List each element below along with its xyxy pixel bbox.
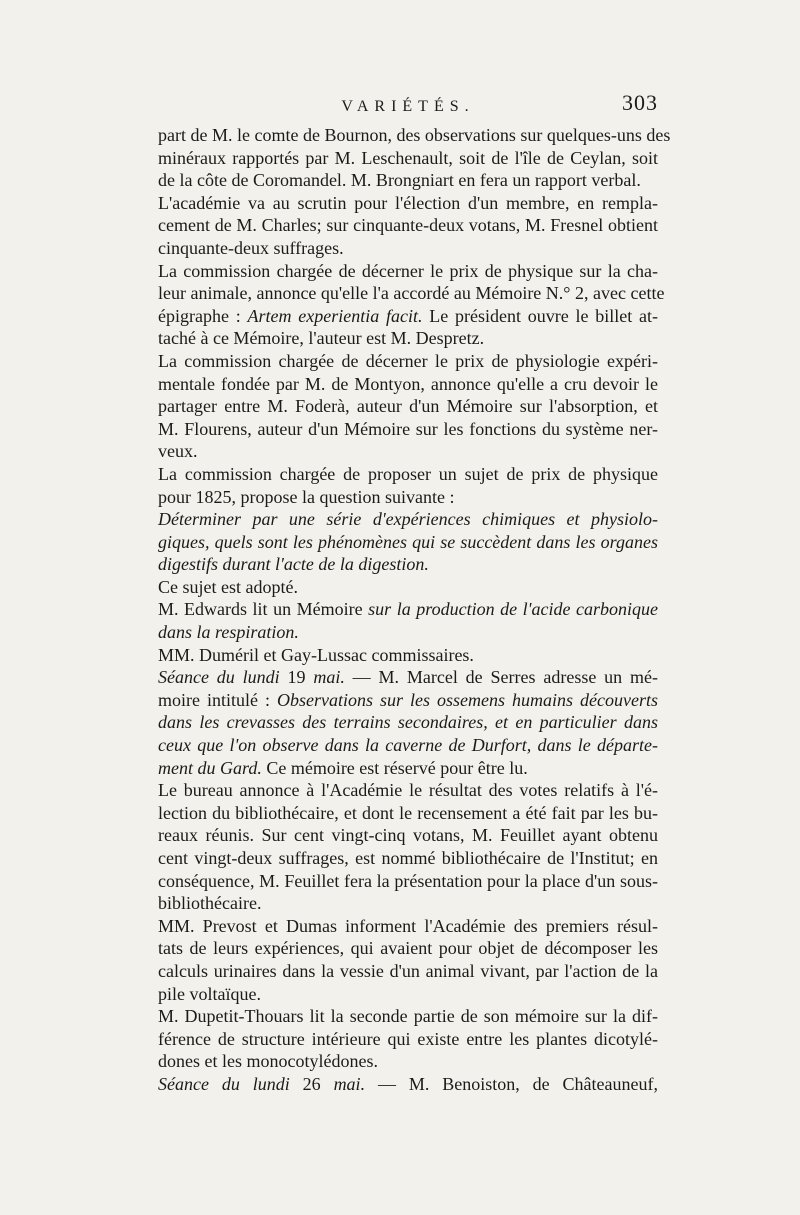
- text-line: Le bureau annonce à l'Académie le résultat des votes relatifs à l'é-: [158, 780, 658, 801]
- italic-text: sur la production de l'acide carbonique: [368, 599, 658, 620]
- text-run: — M. Benoiston, de Châteauneuf,: [365, 1073, 658, 1094]
- text-line: part de M. le comte de Bournon, des observations sur quelques-uns des: [158, 125, 671, 145]
- text-line: [158, 598, 658, 621]
- text-run: M. Edwards lit un Mémoire: [158, 599, 369, 620]
- text-line: M. Dupetit-Thouars lit la seconde partie de son mémoire sur la dif-: [158, 1006, 658, 1027]
- text-line: cinquante-deux suffrages.: [158, 237, 344, 258]
- italic-text: Séance du lundi: [158, 1073, 290, 1094]
- italic-text: Observations sur les ossemens humains découverts: [277, 689, 658, 710]
- text-line: de la côte de Coromandel. M. Brongniart en fera un rapport verbal.: [158, 170, 641, 191]
- text-line: taché à ce Mémoire, l'auteur est M. Despretz.: [158, 328, 485, 349]
- text-line: [158, 508, 658, 531]
- text-line: dones et les monocotylédones.: [158, 1051, 378, 1072]
- text-line: partager entre M. Foderà, auteur d'un Mémoire sur l'absorption, et: [158, 396, 658, 417]
- text-run: 26: [289, 1073, 334, 1094]
- text-line: [158, 711, 658, 734]
- text-line: cent vingt-deux suffrages, est nommé bibliothécaire de l'Institut; en: [158, 848, 658, 868]
- text-run: Ce mémoire est réservé pour être lu.: [261, 757, 528, 778]
- text-run: — M. Marcel de Serres adresse un mé-: [344, 667, 658, 688]
- body-text: [158, 124, 671, 1096]
- text-line: [158, 621, 658, 644]
- text-line: La commission chargée de décerner le prix de physiologie expéri-: [158, 350, 658, 371]
- italic-text: Déterminer par une série d'expériences chimiques et physiolo-: [158, 509, 658, 530]
- text-line: [158, 666, 658, 689]
- italic-text: giques, quels sont les phénomènes qui se succèdent dans les organes: [158, 531, 658, 552]
- text-line: tats de leurs expériences, qui avaient pour objet de décomposer les: [158, 938, 658, 959]
- text-line: bibliothécaire.: [158, 893, 262, 914]
- text-line: férence de structure intérieure qui existe entre les plantes dicotylé-: [158, 1028, 658, 1049]
- text-line: minéraux rapportés par M. Leschenault, soit de l'île de Ceylan, soit: [158, 147, 658, 168]
- text-line: [158, 734, 658, 757]
- text-line: MM. Duméril et Gay-Lussac commissaires.: [158, 644, 474, 665]
- italic-text: dans les crevasses des terrains secondaires, et en particulier dans: [158, 712, 658, 733]
- text-line: La commission chargée de décerner le prix de physique sur la cha-: [158, 260, 658, 281]
- text-line: mentale fondée par M. de Montyon, annonce qu'elle a cru devoir le: [158, 373, 658, 394]
- italic-text: dans la respiration.: [158, 622, 299, 643]
- text-line: reaux réunis. Sur cent vingt-cinq votans, M. Feuillet ayant obtenu: [158, 825, 658, 846]
- page-number: 303: [622, 90, 658, 115]
- page-header: [158, 92, 658, 122]
- text-line: pour 1825, propose la question suivante :: [158, 486, 455, 507]
- text-line: [158, 553, 658, 576]
- text-line: veux.: [158, 441, 198, 462]
- text-line: calculs urinaires dans la vessie d'un animal vivant, par l'action de la: [158, 960, 658, 981]
- text-line: pile voltaïque.: [158, 983, 261, 1004]
- text-run: Le président ouvre le billet at-: [422, 305, 658, 326]
- text-line: cement de M. Charles; sur cinquante-deux votans, M. Fresnel obtient: [158, 215, 658, 236]
- text-line: [158, 757, 658, 780]
- italic-text: digestifs durant l'acte de la digestion.: [158, 554, 429, 575]
- text-line: [158, 305, 658, 328]
- text-line: leur animale, annonce qu'elle l'a accordé au Mémoire N.° 2, avec cette: [158, 283, 665, 304]
- text-line: lection du bibliothécaire, et dont le recensement a été fait par les bu-: [158, 802, 658, 823]
- text-run: épigraphe :: [158, 305, 248, 326]
- italic-text: mai.: [333, 1073, 366, 1094]
- text-line: [158, 1073, 658, 1096]
- text-run: moire intitulé :: [158, 689, 277, 710]
- running-head: VARIÉTÉS.: [341, 98, 475, 115]
- text-line: La commission chargée de proposer un sujet de prix de physique: [158, 463, 658, 484]
- text-line: L'académie va au scrutin pour l'élection d'un membre, en rempla-: [158, 192, 658, 213]
- text-line: Ce sujet est adopté.: [158, 576, 298, 597]
- text-line: MM. Prevost et Dumas informent l'Académie des premiers résul-: [158, 915, 658, 936]
- text-line: [158, 689, 658, 712]
- italic-text: Séance du lundi: [158, 667, 280, 688]
- italic-text: Artem experientia facit.: [247, 305, 423, 326]
- italic-text: ceux que l'on observe dans la caverne de Durfort, dans le départe-: [158, 735, 658, 756]
- italic-text: mai.: [313, 667, 345, 688]
- text-line: conséquence, M. Feuillet fera la présentation pour la place d'un sous-: [158, 870, 658, 891]
- italic-text: ment du Gard.: [158, 757, 262, 778]
- text-line: M. Flourens, auteur d'un Mémoire sur les fonctions du système ner-: [158, 418, 658, 439]
- text-line: [158, 531, 658, 554]
- text-run: 19: [279, 667, 314, 688]
